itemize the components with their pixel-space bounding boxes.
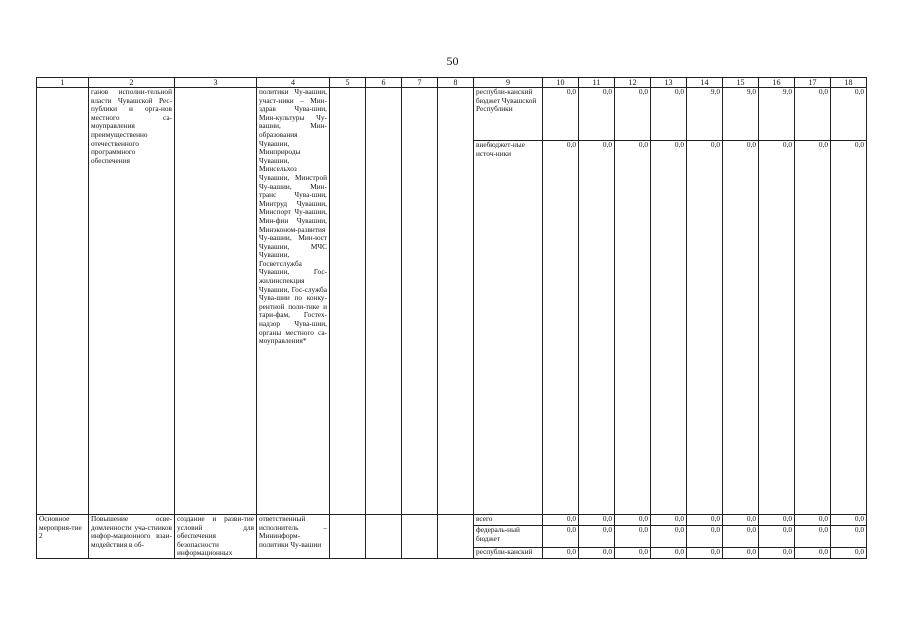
cell-number: Основное мероприя-тие 2 bbox=[37, 515, 89, 559]
cell-value: 0,0 bbox=[723, 515, 759, 526]
cell-value: 9,0 bbox=[723, 88, 759, 141]
cell-value: 0,0 bbox=[795, 141, 831, 515]
cell-executor: ответственный исполнитель – Мининформ-политики Чу-вашии bbox=[257, 515, 330, 559]
cell-value: 0,0 bbox=[831, 515, 867, 526]
table-row bbox=[37, 88, 867, 141]
cell-value: 0,0 bbox=[795, 526, 831, 547]
cell-event-name: ганов исполни-тельной власти Чувашской Рес-публики и орга-нов местного са-моуправления преимущественно отечественного программного обеспечения bbox=[89, 88, 175, 515]
cell-value: 0,0 bbox=[579, 141, 615, 515]
cell-value: 0,0 bbox=[615, 547, 651, 558]
cell-c7 bbox=[402, 88, 438, 515]
header-cell: 14 bbox=[687, 78, 723, 88]
cell-value: 0,0 bbox=[795, 547, 831, 558]
cell-value: 0,0 bbox=[615, 141, 651, 515]
cell-value: 0,0 bbox=[687, 141, 723, 515]
cell-value: 0,0 bbox=[831, 141, 867, 515]
cell-value: 0,0 bbox=[687, 526, 723, 547]
cell-value: 0,0 bbox=[615, 88, 651, 141]
cell-funding-source: внебюджет-ные источ-ники bbox=[474, 141, 543, 515]
cell-value: 0,0 bbox=[759, 141, 795, 515]
cell-value: 0,0 bbox=[723, 141, 759, 515]
cell-value: 0,0 bbox=[759, 547, 795, 558]
cell-number bbox=[37, 88, 89, 515]
cell-value: 0,0 bbox=[543, 88, 579, 141]
cell-c6 bbox=[366, 88, 402, 515]
header-cell: 7 bbox=[402, 78, 438, 88]
cell-value: 0,0 bbox=[759, 515, 795, 526]
cell-value: 0,0 bbox=[651, 141, 687, 515]
cell-event-name: Повышение осве-домленности уча-стников инфор-мационного взаи-модействия в об- bbox=[89, 515, 175, 559]
header-row bbox=[37, 78, 867, 88]
program-table bbox=[36, 77, 867, 559]
cell-value: 0,0 bbox=[723, 547, 759, 558]
header-cell: 17 bbox=[795, 78, 831, 88]
cell-value: 0,0 bbox=[579, 526, 615, 547]
header-cell: 13 bbox=[651, 78, 687, 88]
cell-result bbox=[175, 88, 257, 515]
header-cell: 5 bbox=[330, 78, 366, 88]
header-cell: 9 bbox=[474, 78, 543, 88]
cell-value: 0,0 bbox=[543, 547, 579, 558]
header-cell: 8 bbox=[438, 78, 474, 88]
cell-value: 0,0 bbox=[543, 526, 579, 547]
cell-value: 0,0 bbox=[651, 526, 687, 547]
header-cell: 12 bbox=[615, 78, 651, 88]
header-cell: 6 bbox=[366, 78, 402, 88]
cell-c7 bbox=[402, 515, 438, 559]
table-row bbox=[37, 515, 867, 526]
header-cell: 15 bbox=[723, 78, 759, 88]
cell-value: 0,0 bbox=[831, 526, 867, 547]
cell-value: 0,0 bbox=[615, 515, 651, 526]
cell-c8 bbox=[438, 515, 474, 559]
header-cell: 18 bbox=[831, 78, 867, 88]
header-cell: 10 bbox=[543, 78, 579, 88]
cell-value: 0,0 bbox=[651, 88, 687, 141]
cell-c8 bbox=[438, 88, 474, 515]
cell-value: 0,0 bbox=[795, 88, 831, 141]
cell-value: 0,0 bbox=[687, 547, 723, 558]
cell-funding-source: федераль-ный бюджет bbox=[474, 526, 543, 547]
cell-executor: политики Чу-вашии, участ-ники – Мин-здрав Чува-шии, Мин-культуры Чу-вашии, Мин-образования Чувашии, Минприроды Чувашии, Минсельхоз Чувашии, Минстрой Чу-вашии, Мин-транс Чува-шии, Минтруд Чувашии, Минспорт Чу-вашии, Мин-фин Чувашии, Минэконом-развития Чу-вашии, Мин-юст Чувашии, МЧС Чувашии, Госветслужба Чувашии, Гос-жилинспекция Чувашии, Гос-служба Чува-шии по конку-рентной поли-тике и тари-фам, Гостех-надзор Чува-шии, органы местного са-моуправления* bbox=[257, 88, 330, 515]
page-number: 50 bbox=[446, 54, 459, 68]
cell-value: 0,0 bbox=[579, 88, 615, 141]
header-cell: 16 bbox=[759, 78, 795, 88]
cell-value: 9,0 bbox=[687, 88, 723, 141]
cell-c5 bbox=[330, 515, 366, 559]
cell-value: 0,0 bbox=[651, 515, 687, 526]
cell-value: 0,0 bbox=[831, 88, 867, 141]
cell-value: 0,0 bbox=[795, 515, 831, 526]
cell-value: 0,0 bbox=[723, 526, 759, 547]
header-cell: 11 bbox=[579, 78, 615, 88]
cell-funding-source: всего bbox=[474, 515, 543, 526]
cell-value: 0,0 bbox=[759, 526, 795, 547]
cell-c6 bbox=[366, 515, 402, 559]
header-cell: 1 bbox=[37, 78, 89, 88]
cell-value: 0,0 bbox=[687, 515, 723, 526]
cell-value: 0,0 bbox=[579, 515, 615, 526]
cell-value: 0,0 bbox=[579, 547, 615, 558]
cell-c5 bbox=[330, 88, 366, 515]
cell-funding-source: республи-канский bbox=[474, 547, 543, 558]
cell-value: 9,0 bbox=[759, 88, 795, 141]
cell-result: создание и разви-тие условий для обеспечения безопасности информационных bbox=[175, 515, 257, 559]
cell-funding-source: республи-канский бюджет Чувашской Республики bbox=[474, 88, 543, 141]
cell-value: 0,0 bbox=[831, 547, 867, 558]
cell-value: 0,0 bbox=[543, 515, 579, 526]
header-cell: 4 bbox=[257, 78, 330, 88]
cell-value: 0,0 bbox=[615, 526, 651, 547]
header-cell: 2 bbox=[89, 78, 175, 88]
cell-value: 0,0 bbox=[543, 141, 579, 515]
cell-value: 0,0 bbox=[651, 547, 687, 558]
header-cell: 3 bbox=[175, 78, 257, 88]
